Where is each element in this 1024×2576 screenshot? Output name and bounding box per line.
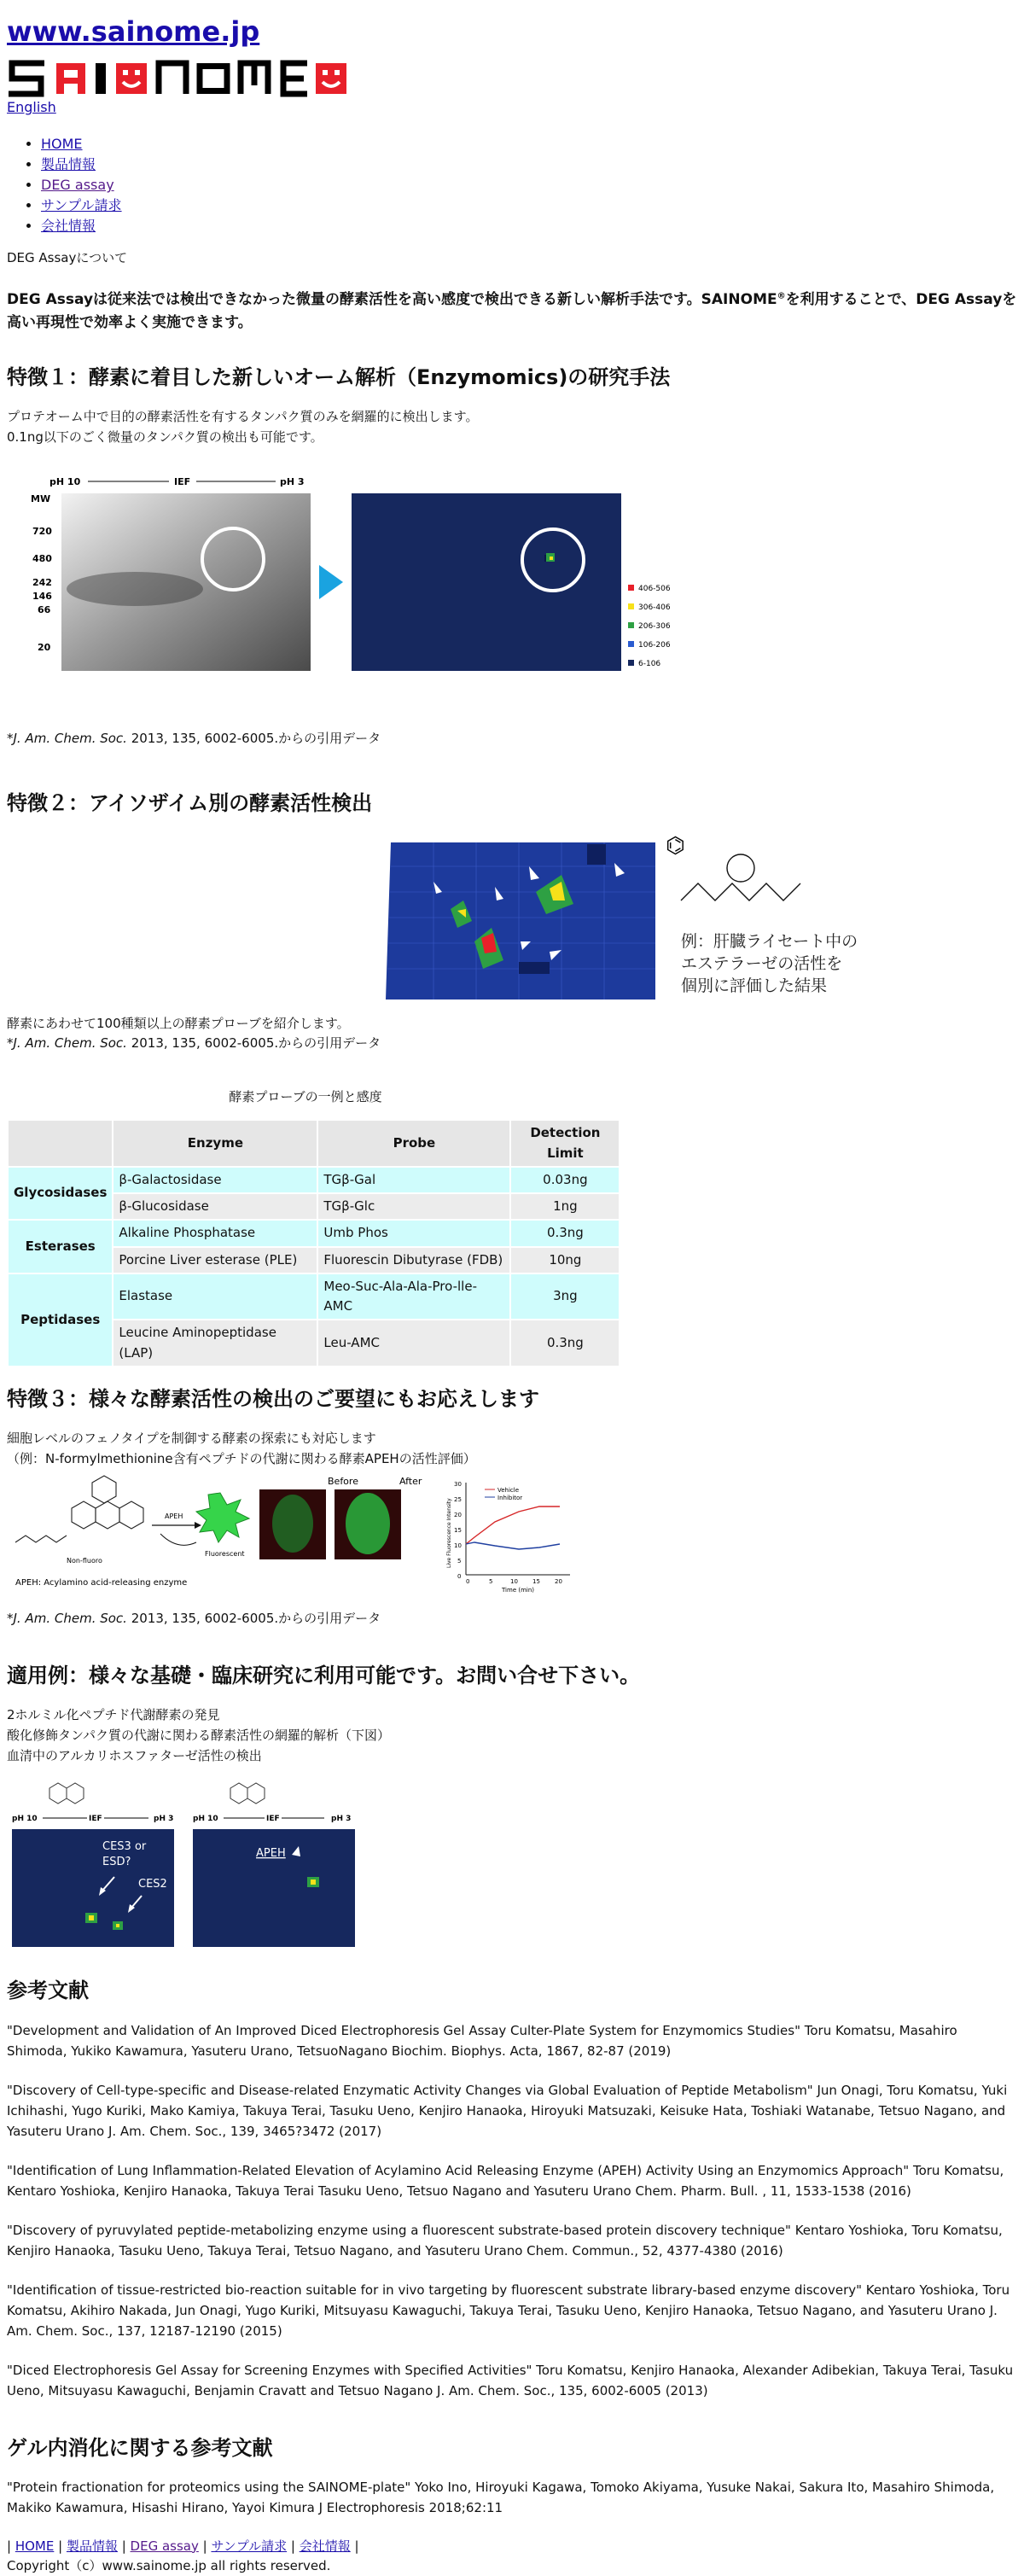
cite-rest: 2013, 135, 6002-6005.からの引用データ [126,731,381,747]
intro-text [7,288,1017,334]
mw-tick: 480 [32,553,52,565]
probe-cell: Meo-Suc-Ala-Ala-Pro-lle-AMC [317,1273,510,1320]
cite-rest: 2013, 135, 6002-6005.からの引用データ [126,1034,381,1051]
enzyme-cell: Porcine Liver esterase (PLE) [113,1247,317,1273]
x-tick: 5 [489,1577,493,1585]
journal-name: J. Am. Chem. Soc. [13,1034,127,1051]
ph-right-label: pH 3 [280,476,305,488]
ph-right-label: pH 3 [331,1815,352,1824]
fluorescent-burst-icon [196,1493,249,1542]
y-tick: 5 [457,1557,462,1565]
reference-item: "Diced Electrophoresis Gel Assay for Screening Enzymes with Specified Activities" Toru Komatsu, Kenjiro Hanaoka, Alexander Adibekian, Takuya Terai, Tasuku Ueno, Mitsuyasu Kawaguchi, Benjamin Cravatt and Tetsuo Nagano J. Am. Chem. Soc., 135, 6002-6005 (2013) [7,2362,1014,2398]
nav-link-home[interactable]: HOME [41,136,83,153]
nav-link-deg-assay[interactable]: DEG assay [41,177,114,194]
svg-text:⌬: ⌬ [666,832,685,859]
reference-item: "Discovery of pyruvylated peptide-metabolizing enzyme using a fluorescent substrate-based protein discovery technique" Kentaro Yoshioka, Toru Komatsu, Kenjiro Hanaoka, Tasuku Ueno, Takuya Terai, Tetsuo Nagano, and Yasuteru Urano Chem. Commun., 52, 4377-4380 (2016) [7,2222,1003,2258]
footer-link-sample[interactable]: サンプル請求 [211,2538,288,2554]
journal-name: J. Am. Chem. Soc. [13,1610,127,1626]
intro-part1: DEG Assayは従来法では検出できなかった微量の酵素活性を高い感度で検出できる新しい解析手法です。SAINOME [7,291,777,309]
enzyme-cell: Alkaline Phosphatase [113,1220,317,1246]
y-tick: 10 [454,1542,462,1549]
x-tick: 20 [555,1577,562,1585]
inhibitor-series [466,1542,560,1549]
activity-line-chart [446,1481,570,1594]
sainome-logo[interactable] [7,60,1017,97]
feature3-heading: 特徴３：様々な酵素活性の検出のご要望にもお応えします [7,1386,539,1411]
legend-label: 406-506 [638,585,671,594]
nav-item-sample [41,195,1017,216]
table-header-blank [8,1120,113,1167]
after-label: After [399,1475,422,1487]
y-tick: 30 [454,1480,462,1488]
mw-tick: 146 [32,591,52,603]
legend-label: 306-406 [638,603,671,613]
probe-cell: Fluorescin Dibutyrase (FDB) [317,1247,510,1273]
limit-cell: 3ng [510,1273,620,1320]
ief-label: IEF [266,1815,280,1824]
feature3-figure [7,1474,1017,1602]
applications-figure [7,1771,1017,1964]
copyright: Copyright（c）www.sainome.jp all rights reserved. [7,2558,331,2573]
isozyme-note-line2: エステラーゼの活性を [681,953,843,973]
x-tick: 0 [466,1577,470,1585]
reference-item: "Protein fractionation for proteomics using the SAINOME-plate" Yoko Ino, Hiroyuki Kagawa, Tomoko Akiyama, Yusuke Nakai, Sakura Ito, Masahiro Shimoda, Makiko Kawamura, Hisashi Hirano, Yayoi Kimura J Electrophoresis 2018;62:11 [7,2479,995,2515]
site-url-link[interactable]: www.sainome.jp [7,15,260,48]
probe-cell: TGβ-Gal [317,1167,510,1193]
group-esterases: Esterases [8,1220,113,1273]
mw-tick: 20 [38,642,51,654]
ph-right-label: pH 3 [154,1815,174,1824]
registered-mark: ® [777,291,786,301]
limit-cell: 10ng [510,1247,620,1273]
y-axis-label: Live Fluorescence Intensity [446,1498,452,1568]
table-header-limit: Detection Limit [510,1120,620,1167]
ph-left-label: pH 10 [193,1815,218,1824]
y-tick: 0 [457,1572,462,1580]
footer-nav: | HOME | 製品情報 | DEG assay | サンプル請求 | 会社情報 | [7,2538,359,2554]
legend-label: Vehicle [497,1486,520,1494]
references-list [7,2020,1017,2401]
activity-image [352,493,621,671]
nav-link-company[interactable]: 会社情報 [41,218,96,235]
english-link[interactable]: English [7,99,56,116]
probe-cell: Umb Phos [317,1220,510,1246]
breadcrumb: DEG Assayについて [7,250,128,266]
ces3-label: CES3 or [102,1840,147,1854]
nonfluor-label: Non-fluoro [67,1556,102,1565]
gel-references-list [7,2477,1017,2518]
fluorescent-label: Fluorescent [205,1549,245,1558]
enzyme-cell: β-Galactosidase [113,1167,317,1193]
probe-cell: Leu-AMC [317,1320,510,1367]
group-peptidases: Peptidases [8,1273,113,1367]
nav-item-company [41,216,1017,236]
enzyme-cell: β-Glucosidase [113,1193,317,1220]
before-label: Before [328,1475,358,1487]
table-row [8,1167,620,1193]
mw-label: MW [31,493,51,505]
reference-item: "Development and Validation of An Improved Diced Electrophoresis Gel Assay Culter-Plate System for Enzymomics Studies" Toru Komatsu, Masahiro Shimoda, Yukiko Kawamura, Yasuteru Urano, TetsuoNagano Biochim. Biophys. Acta, 1867, 82-87 (2019) [7,2022,957,2059]
limit-cell: 0.3ng [510,1320,620,1367]
esd-label: ESD? [102,1856,131,1869]
vehicle-series [466,1507,560,1544]
arrow-right-icon [319,565,343,599]
y-tick: 15 [454,1526,462,1534]
mw-tick: 66 [38,604,51,616]
table-header-probe: Probe [317,1120,510,1167]
ph-left-label: pH 10 [12,1815,38,1824]
feature3-citation [7,1609,1017,1629]
cite-prefix: * [7,731,14,747]
apeh-label: APEH [256,1847,286,1861]
cite-prefix: * [7,1034,14,1051]
probe-cell: TGβ-Glc [317,1193,510,1220]
nav-item-products [41,154,1017,175]
feature1-figure [7,469,1017,717]
references-heading: 参考文献 [7,1979,89,2003]
cite-rest: 2013, 135, 6002-6005.からの引用データ [126,1610,381,1626]
footer-link-deg-assay[interactable]: DEG assay [130,2538,199,2554]
isozyme-note-line1: 例：肝臓ライセート中の [681,931,858,951]
table-header-enzyme: Enzyme [113,1120,317,1167]
enzyme-cell: Elastase [113,1273,317,1320]
table-row [8,1220,620,1246]
group-glycosidases: Glycosidases [8,1167,113,1221]
x-tick: 10 [510,1577,518,1585]
legend-label: 6-106 [638,660,661,669]
ief-label: IEF [174,476,191,488]
feature1-heading: 特徴１：酵素に着目した新しいオーム解析（Enzymomics)の研究手法 [7,365,671,390]
ces2-label: CES2 [138,1878,167,1891]
x-tick: 15 [532,1577,540,1585]
reference-item: "Identification of Lung Inflammation-Related Elevation of Acylamino Acid Releasing Enzyme (APEH) Activity Using an Enzymomics Approach" Toru Komatsu, Kentaro Yoshioka, Kenjiro Hanaoka, Takuya Terai Tasuku Ueno, Tetsuo Nagano and Yasuteru Urano Chem. Pharm. Bull. , 11, 1533-1538 (2016) [7,2162,1004,2199]
y-tick: 20 [454,1511,462,1518]
probe-table [7,1119,620,1367]
limit-cell: 0.3ng [510,1220,620,1246]
reference-item: "Identification of tissue-restricted bio-reaction suitable for in vivo targeting by fluorescent substrate library-based enzyme discovery" Kentaro Yoshioka, Toru Komatsu, Akihiro Nakada, Jun Onagi, Yugo Kuriki, Mitsuyasu Kawaguchi, Takuya Terai, Tasuku Ueno, Kenjiro Hanaoka, Tetsuo Nagano, and Yasuteru Urano J. Am. Chem. Soc., 137, 12187-12190 (2015) [7,2282,1010,2339]
feature2-line1: 酵素にあわせて100種類以上の酵素プローブを紹介します。 [7,1015,350,1031]
feature3-line2: （例：N-formylmethionine含有ペプチドの代謝に関わる酵素APEHの活性評価） [7,1450,476,1466]
isozyme-note-line3: 個別に評価した結果 [681,976,828,995]
ph-left-label: pH 10 [49,476,81,488]
feature1-line1: プロテオーム中で目的の酵素活性を有するタンパク質のみを網羅的に検出します。 [7,409,479,425]
nav-link-products[interactable]: 製品情報 [41,156,96,173]
footer-link-home[interactable]: HOME [15,2538,55,2554]
footer-link-company[interactable]: 会社情報 [299,2538,351,2554]
limit-cell: 0.03ng [510,1167,620,1193]
nav-link-sample[interactable]: サンプル請求 [41,197,122,214]
nav-item-home [41,134,1017,154]
feature1-citation [7,729,1017,749]
feature1-line2: 0.1ng以下のごく微量のタンパク質の検出も可能です。 [7,429,323,446]
enzyme-cell: Leucine Aminopeptidase (LAP) [113,1320,317,1367]
feature2-heading: 特徴２：アイソザイム別の酵素活性検出 [7,790,373,815]
mw-tick: 720 [32,526,52,538]
legend-label: Inhibitor [497,1494,523,1501]
legend-label: 206-306 [638,622,671,632]
feature3-line1: 細胞レベルのフェノタイプを制御する酵素の探索にも対応します [7,1430,376,1446]
feature2-figure [7,832,1017,1013]
applications-heading: 適用例：様々な基礎・臨床研究に利用可能です。お問い合せ下さい。 [7,1664,641,1688]
gel-references-heading: ゲル内消化に関する参考文献 [7,2435,273,2460]
feature2-citation [7,1034,1017,1053]
main-nav [7,134,1017,236]
legend-label: 106-206 [638,641,671,650]
journal-name: J. Am. Chem. Soc. [13,731,127,747]
application-item: 2ホルミル化ペプチド代謝酵素の発見 [7,1707,220,1723]
ief-label: IEF [89,1815,102,1824]
x-axis-label: Time (min) [502,1586,535,1594]
probe-table-caption: 酵素プローブの一例と感度 [229,1089,382,1104]
mw-tick: 242 [32,577,52,589]
footer-link-products[interactable]: 製品情報 [66,2538,118,2554]
limit-cell: 1ng [510,1193,620,1220]
nav-item-deg-assay [41,175,1017,195]
application-item: 血清中のアルカリホスファターゼ活性の検出 [7,1748,262,1764]
y-tick: 25 [454,1495,462,1503]
table-row [8,1273,620,1320]
apeh-arrow-label: APEH [165,1512,183,1520]
cite-prefix: * [7,1610,14,1626]
apeh-caption: APEH: Acylamino acid-releasing enzyme [15,1577,188,1588]
application-item: 酸化修飾タンパク質の代謝に関わる酵素活性の網羅的解析（下図） [7,1728,390,1744]
intro-part2: を利用することで、DEG Assayを高い再現性で効率よく実施できます。 [7,291,1017,331]
reference-item: "Discovery of Cell-type-specific and Disease-related Enzymatic Activity Changes via Global Evaluation of Peptide Metabolism" Jun Onagi, Toru Komatsu, Yuki Ichihashi, Yugo Kuriki, Mako Kamiya, Takuya Terai, Tasuku Ueno, Kenjiro Hanaoka, Hiroyuki Matsuzaki, Keisuke Hata, Toshiaki Watanabe, Tetsuo Nagano, and Yasuteru Urano J. Am. Chem. Soc., 139, 3465?3472 (2017) [7,2082,1008,2139]
